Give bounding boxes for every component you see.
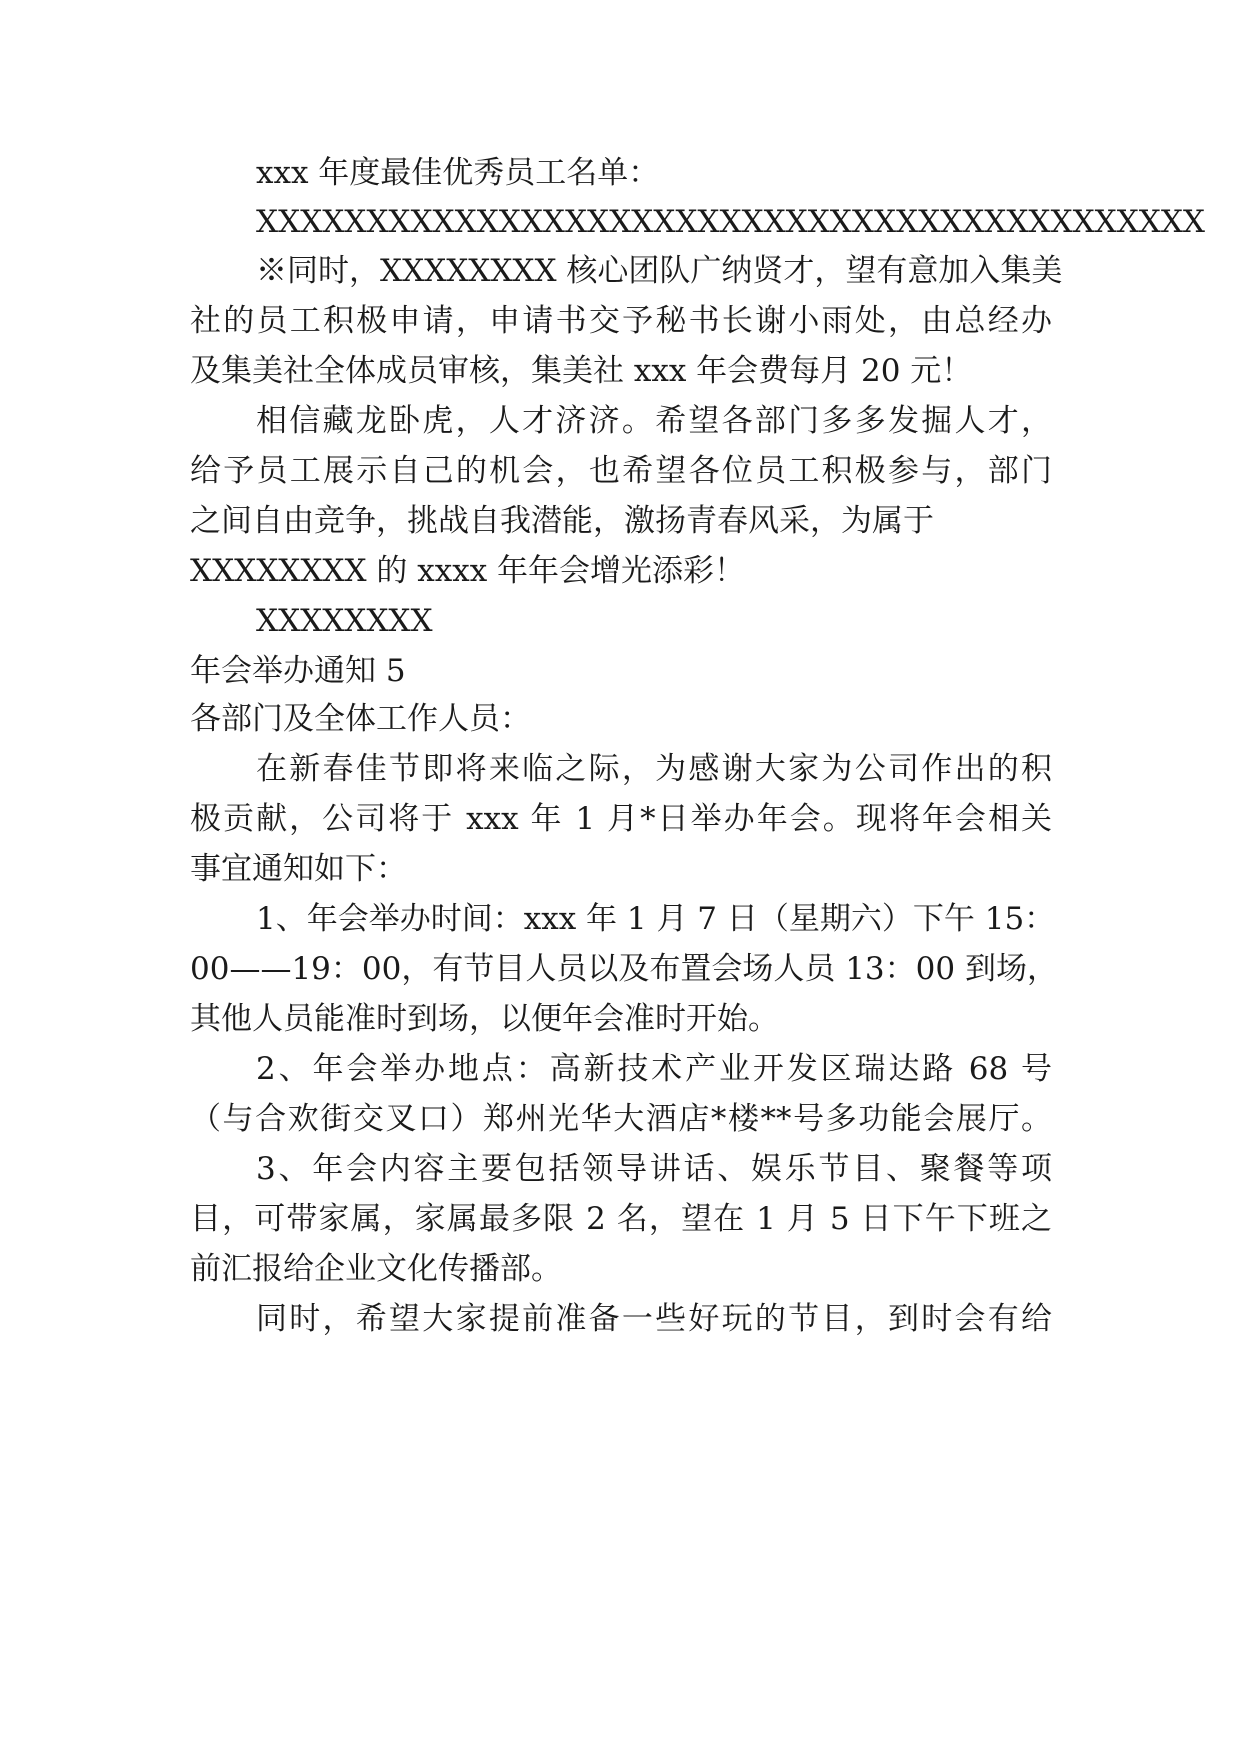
text-line: 目，可带家属，家属最多限 2 名，望在 1 月 5 日下午下班之 (190, 1201, 1052, 1237)
text-line: 2、年会举办地点：高新技术产业开发区瑞达路 68 号 (256, 1051, 1052, 1087)
text-line: xxx 年度最佳优秀员工名单： (256, 155, 660, 191)
text-line: ※同时，XXXXXXXX 核心团队广纳贤才，望有意加入集美 (256, 253, 1063, 289)
section-title: 年会举办通知 5 (190, 653, 406, 689)
text-line: 其他人员能准时到场，以便年会准时开始。 (190, 1001, 779, 1037)
text-line: （与合欢街交叉口）郑州光华大酒店*楼**号多功能会展厅。 (190, 1101, 1052, 1137)
text-line: 事宜通知如下： (190, 851, 407, 887)
text-line: 3、年会内容主要包括领导讲话、娱乐节目、聚餐等项 (256, 1151, 1052, 1187)
text-line: 极贡献，公司将于 xxx 年 1 月*日举办年会。现将年会相关 (190, 801, 1052, 837)
text-line: XXXXXXXX 的 xxxx 年年会增光添彩！ (190, 553, 746, 589)
text-line: 00——19：00，有节目人员以及布置会场人员 13：00 到场， (190, 951, 1058, 987)
text-line: 前汇报给企业文化传播部。 (190, 1251, 562, 1287)
text-line: XXXXXXXX (256, 603, 433, 639)
text-line: 同时，希望大家提前准备一些好玩的节目，到时会有给 (256, 1301, 1052, 1337)
text-line: 相信藏龙卧虎，人才济济。希望各部门多多发掘人才， (256, 403, 1052, 439)
text-line: 之间自由竞争，挑战自我潜能，激扬青春风采，为属于 (190, 503, 934, 539)
text-line: 及集美社全体成员审核，集美社 xxx 年会费每月 20 元！ (190, 353, 973, 389)
text-line: 在新春佳节即将来临之际，为感谢大家为公司作出的积 (256, 751, 1052, 787)
text-line: XXXXXXXXXXXXXXXXXXXXXXXXXXXXXXXXXXXXXXXXXXX (256, 204, 1205, 240)
text-line: 社的员工积极申请，申请书交予秘书长谢小雨处，由总经办 (190, 303, 1052, 339)
text-line: 给予员工展示自己的机会，也希望各位员工积极参与，部门 (190, 453, 1052, 489)
text-line: 1、年会举办时间：xxx 年 1 月 7 日（星期六）下午 15： (256, 901, 1056, 937)
salutation: 各部门及全体工作人员： (190, 701, 531, 737)
